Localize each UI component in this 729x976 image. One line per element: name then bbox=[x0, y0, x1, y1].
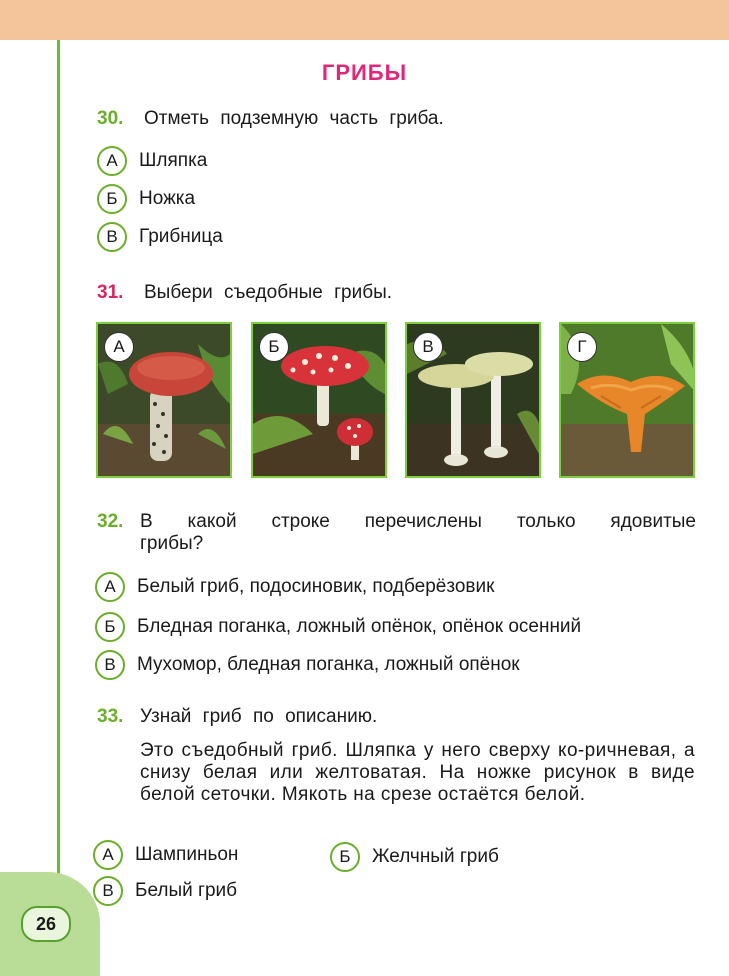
photo-label-d: Г bbox=[567, 332, 597, 362]
option-text: Желчный гриб bbox=[372, 846, 499, 867]
mushroom-photo-b[interactable] bbox=[251, 322, 387, 478]
q31-text: Выбери съедобные грибы. bbox=[144, 282, 393, 303]
q32-text-line1: В какой строке перечислены только ядовитые bbox=[140, 511, 696, 532]
option-letter-circle: А bbox=[97, 146, 127, 176]
q32-number: 32. bbox=[97, 511, 124, 532]
option-letter-circle: А bbox=[95, 572, 125, 602]
option-text: Бледная поганка, ложный опёнок, опёнок осенний bbox=[137, 616, 582, 637]
photo-label-c: В bbox=[413, 332, 443, 362]
q31-number: 31. bbox=[97, 282, 124, 303]
mushroom-photo-c[interactable] bbox=[405, 322, 541, 478]
q30-number: 30. bbox=[97, 108, 124, 129]
q32-option-a[interactable] bbox=[95, 572, 494, 602]
option-letter-circle: В bbox=[93, 876, 123, 906]
option-text: Шляпка bbox=[139, 150, 208, 171]
q33-option-a[interactable] bbox=[93, 840, 238, 870]
page-title: ГРИБЫ bbox=[321, 60, 408, 85]
q33-option-c[interactable] bbox=[93, 876, 237, 906]
q33-option-b[interactable] bbox=[330, 842, 499, 872]
option-text: Мухомор, бледная поганка, ложный опёнок bbox=[137, 654, 520, 675]
option-letter-circle: В bbox=[97, 222, 127, 252]
q33-number: 33. bbox=[97, 706, 124, 727]
option-text: Ножка bbox=[139, 188, 196, 209]
option-letter-circle: В bbox=[95, 650, 125, 680]
q33-description: Это съедобный гриб. Шляпка у него сверху ко-ричневая, а снизу белая или желтоватая. На ножке рисунок в виде белой сеточки. Мякоть на срезе остаётся белой. bbox=[140, 740, 695, 805]
option-text: Шампиньон bbox=[135, 844, 239, 865]
option-text: Белый гриб bbox=[135, 880, 238, 901]
photo-label-b: Б bbox=[259, 332, 289, 362]
photo-label-a: А bbox=[104, 332, 134, 362]
option-text: Белый гриб, подосиновик, подберёзовик bbox=[137, 576, 495, 597]
q30-option-a[interactable] bbox=[97, 146, 207, 176]
top-band bbox=[0, 0, 729, 40]
mushroom-photo-a[interactable] bbox=[96, 322, 232, 478]
option-text: Грибница bbox=[139, 226, 223, 247]
q30-option-b[interactable] bbox=[97, 184, 195, 214]
page-number: 26 bbox=[21, 906, 71, 942]
option-letter-circle: А bbox=[93, 840, 123, 870]
q30-option-c[interactable] bbox=[97, 222, 223, 252]
q32-option-c[interactable] bbox=[95, 650, 520, 680]
q30-text: Отметь подземную часть гриба. bbox=[144, 108, 444, 129]
margin-line bbox=[57, 40, 60, 976]
option-letter-circle: Б bbox=[330, 842, 360, 872]
q32-option-b[interactable] bbox=[95, 612, 581, 642]
option-letter-circle: Б bbox=[97, 184, 127, 214]
mushroom-photo-d[interactable] bbox=[559, 322, 695, 478]
q33-text: Узнай гриб по описанию. bbox=[140, 706, 378, 727]
option-letter-circle: Б bbox=[95, 612, 125, 642]
q32-text-line2: грибы? bbox=[140, 533, 204, 554]
